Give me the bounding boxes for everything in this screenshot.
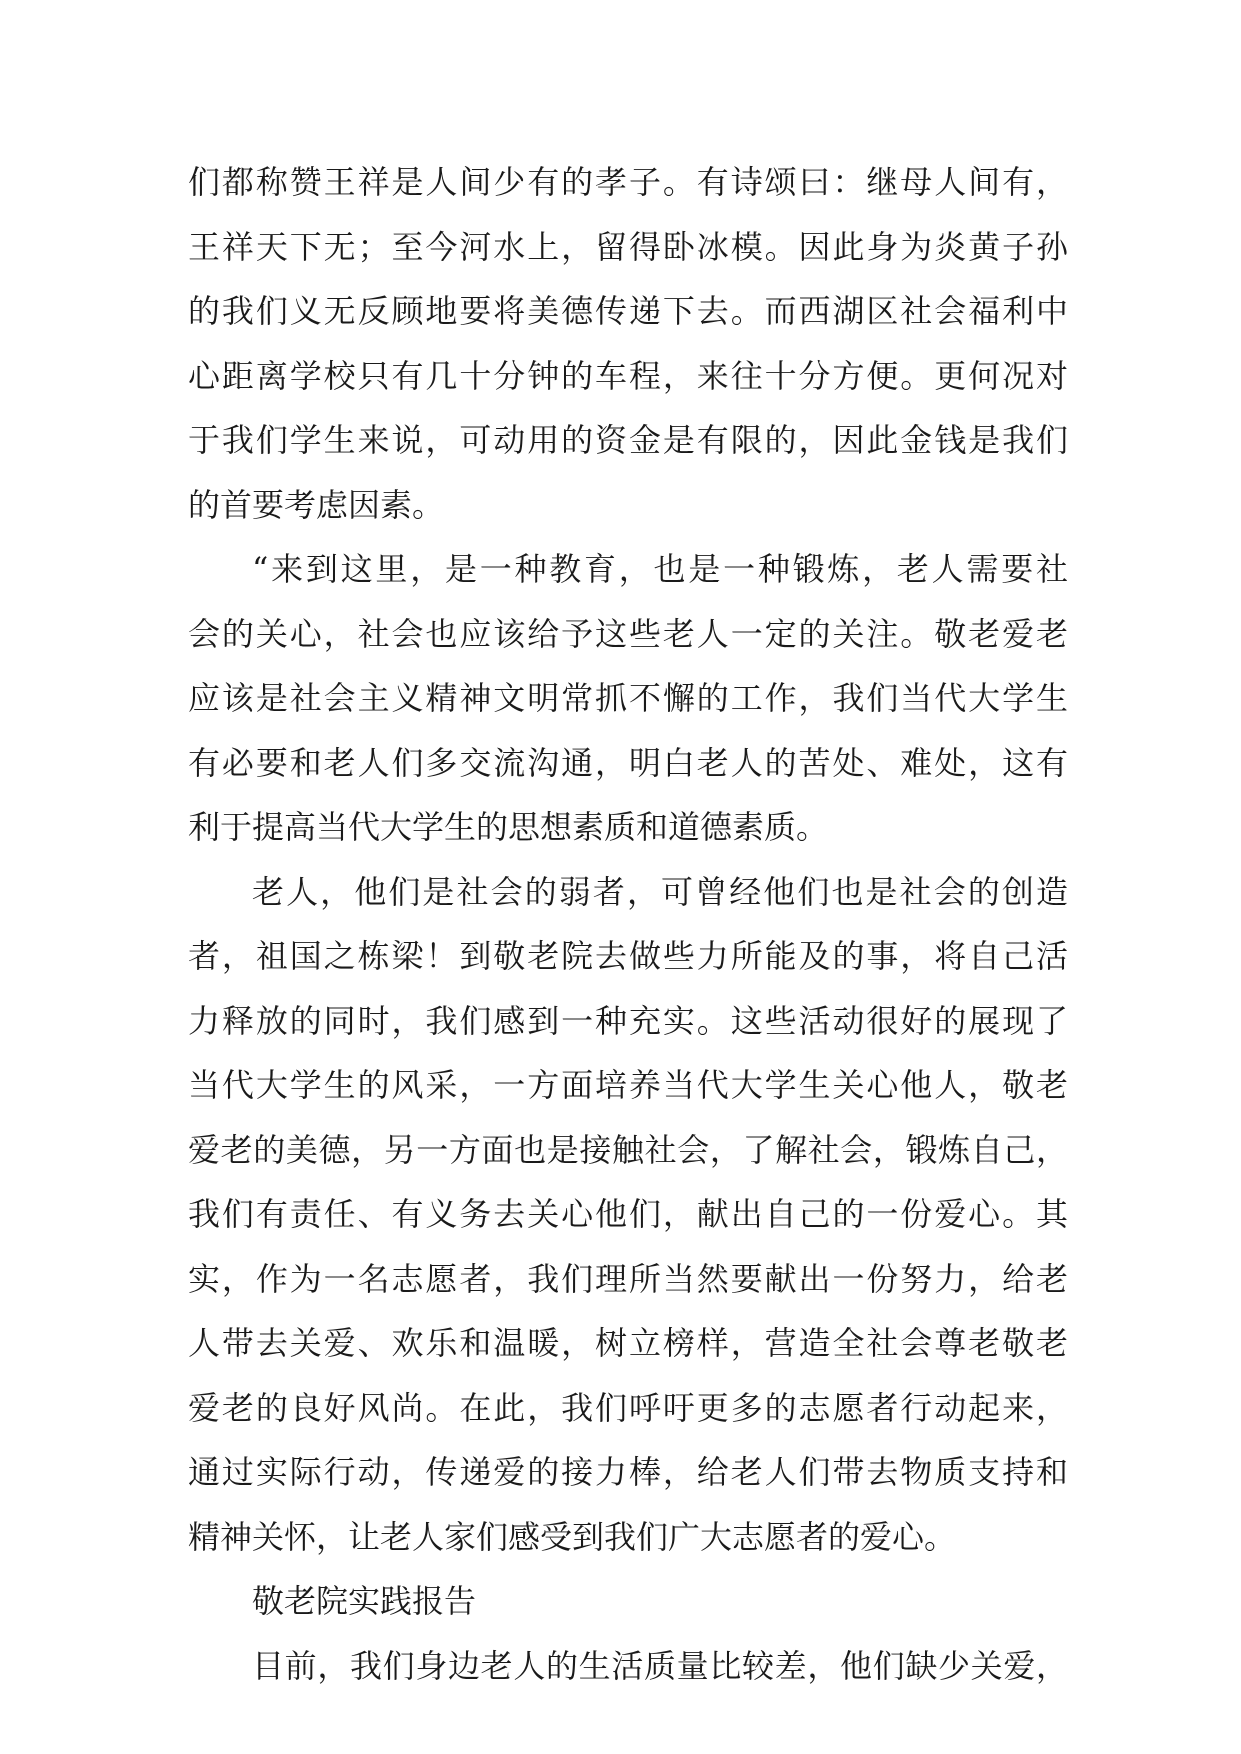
text-line: 应该是社会主义精神文明常抓不懈的工作，我们当代大学生 (188, 679, 1068, 717)
text-line: 心距离学校只有几十分钟的车程，来往十分方便。更何况对 (188, 356, 1068, 395)
body-text (188, 150, 1068, 1698)
text-line: 目前，我们身边老人的生活质量比较差，他们缺少关爱， (252, 1646, 1068, 1685)
text-line: 精神关怀，让老人家们感受到我们广大志愿者的爱心。 (188, 1517, 957, 1556)
text-line: 的我们义无反顾地要将美德传递下去。而西湖区社会福利中 (188, 292, 1068, 330)
text-line: 们都称赞王祥是人间少有的孝子。有诗颂曰：继母人间有， (188, 163, 1068, 201)
section-heading: 敬老院实践报告 (252, 1582, 477, 1620)
text-line: 当代大学生的风采，一方面培养当代大学生关心他人，敬老 (188, 1066, 1068, 1104)
text-line: 爱老的美德，另一方面也是接触社会，了解社会，锻炼自己， (188, 1130, 1068, 1169)
text-line: 有必要和老人们多交流沟通，明白老人的苦处、难处，这有 (188, 743, 1068, 782)
text-line: 爱老的良好风尚。在此，我们呼吁更多的志愿者行动起来， (188, 1388, 1068, 1427)
text-line: “来到这里，是一种教育，也是一种锻炼，老人需要社 (252, 550, 1068, 588)
text-line: 我们有责任、有义务去关心他们，献出自己的一份爱心。其 (188, 1195, 1068, 1233)
text-line: 于我们学生来说，可动用的资金是有限的，因此金钱是我们 (188, 421, 1068, 459)
text-line: 人带去关爱、欢乐和温暖，树立榜样，营造全社会尊老敬老 (188, 1324, 1068, 1362)
text-line: 力释放的同时，我们感到一种充实。这些活动很好的展现了 (188, 1001, 1068, 1040)
text-line: 会的关心，社会也应该给予这些老人一定的关注。敬老爱老 (188, 614, 1068, 653)
text-line: 实，作为一名志愿者，我们理所当然要献出一份努力，给老 (188, 1259, 1068, 1298)
text-line: 者，祖国之栋梁！到敬老院去做些力所能及的事，将自己活 (188, 937, 1068, 975)
text-line: 利于提高当代大学生的思想素质和道德素质。 (188, 808, 829, 846)
text-line: 通过实际行动，传递爱的接力棒，给老人们带去物质支持和 (188, 1453, 1068, 1491)
text-line: 王祥天下无；至今河水上，留得卧冰模。因此身为炎黄子孙 (188, 227, 1068, 266)
text-line: 老人，他们是社会的弱者，可曾经他们也是社会的创造 (252, 872, 1068, 911)
text-line: 的首要考虑因素。 (188, 485, 445, 524)
